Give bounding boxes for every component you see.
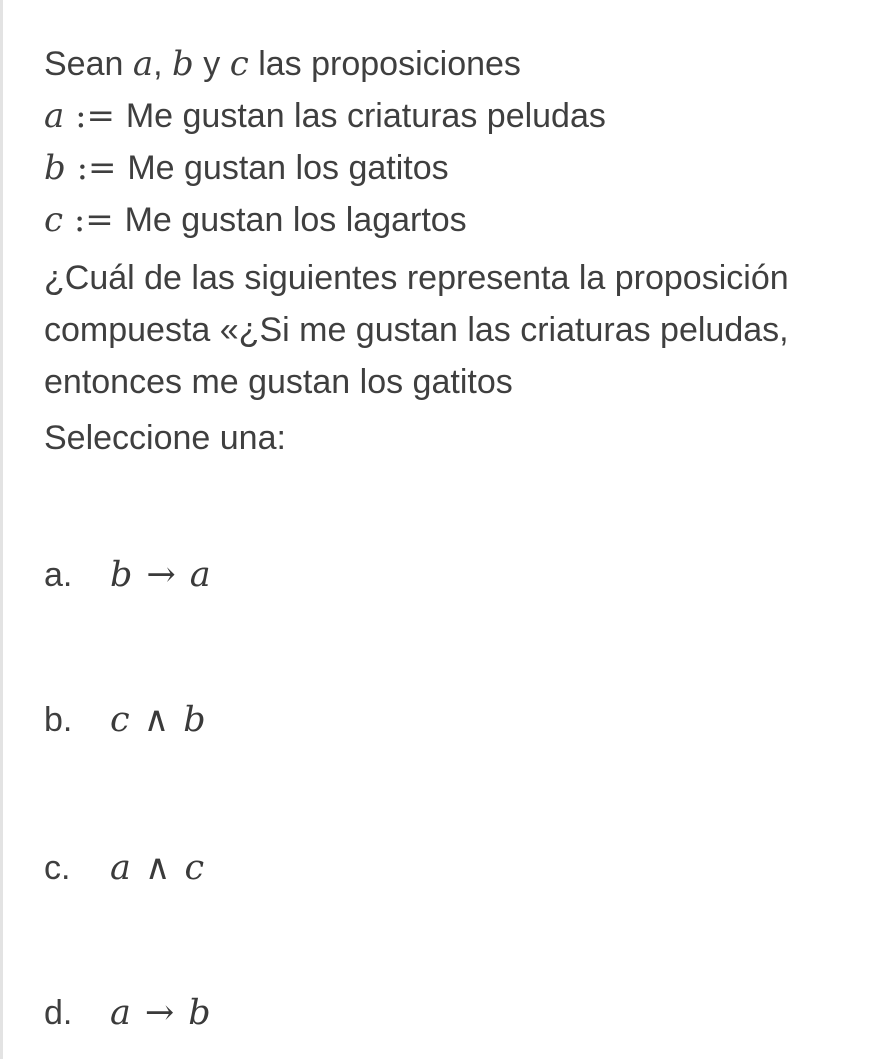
definition-a: a := Me gustan las criaturas peludas [44,96,606,136]
option-letter: a. [44,555,73,594]
option-expression: a → b [110,993,211,1033]
definition-b: b := Me gustan los gatitos [44,148,449,188]
question-text [44,38,854,464]
var-b: b [172,44,194,84]
definition-c: c := Me gustan los lagartos [44,200,467,240]
option-c[interactable] [44,838,644,898]
option-a[interactable] [44,545,644,605]
question-body: ¿Cuál de las siguientes representa la proposición compuesta «¿Si me gustan las criaturas peludas, entonces me gustan los gatitos [44,259,789,401]
option-letter: b. [44,700,73,739]
option-letter: d. [44,993,73,1032]
option-expression: a ∧ c [110,848,205,888]
option-d[interactable] [44,983,644,1043]
var-a: a [132,44,154,84]
option-expression: c ∧ b [110,700,206,740]
option-expression: b → a [110,555,211,595]
question-intro: Sean a, b y c las proposiciones [44,44,521,84]
option-letter: c. [44,848,71,887]
select-prompt: Seleccione una: [44,419,286,457]
var-c: c [229,44,249,84]
page-left-border [0,0,3,1059]
option-b[interactable] [44,690,644,750]
